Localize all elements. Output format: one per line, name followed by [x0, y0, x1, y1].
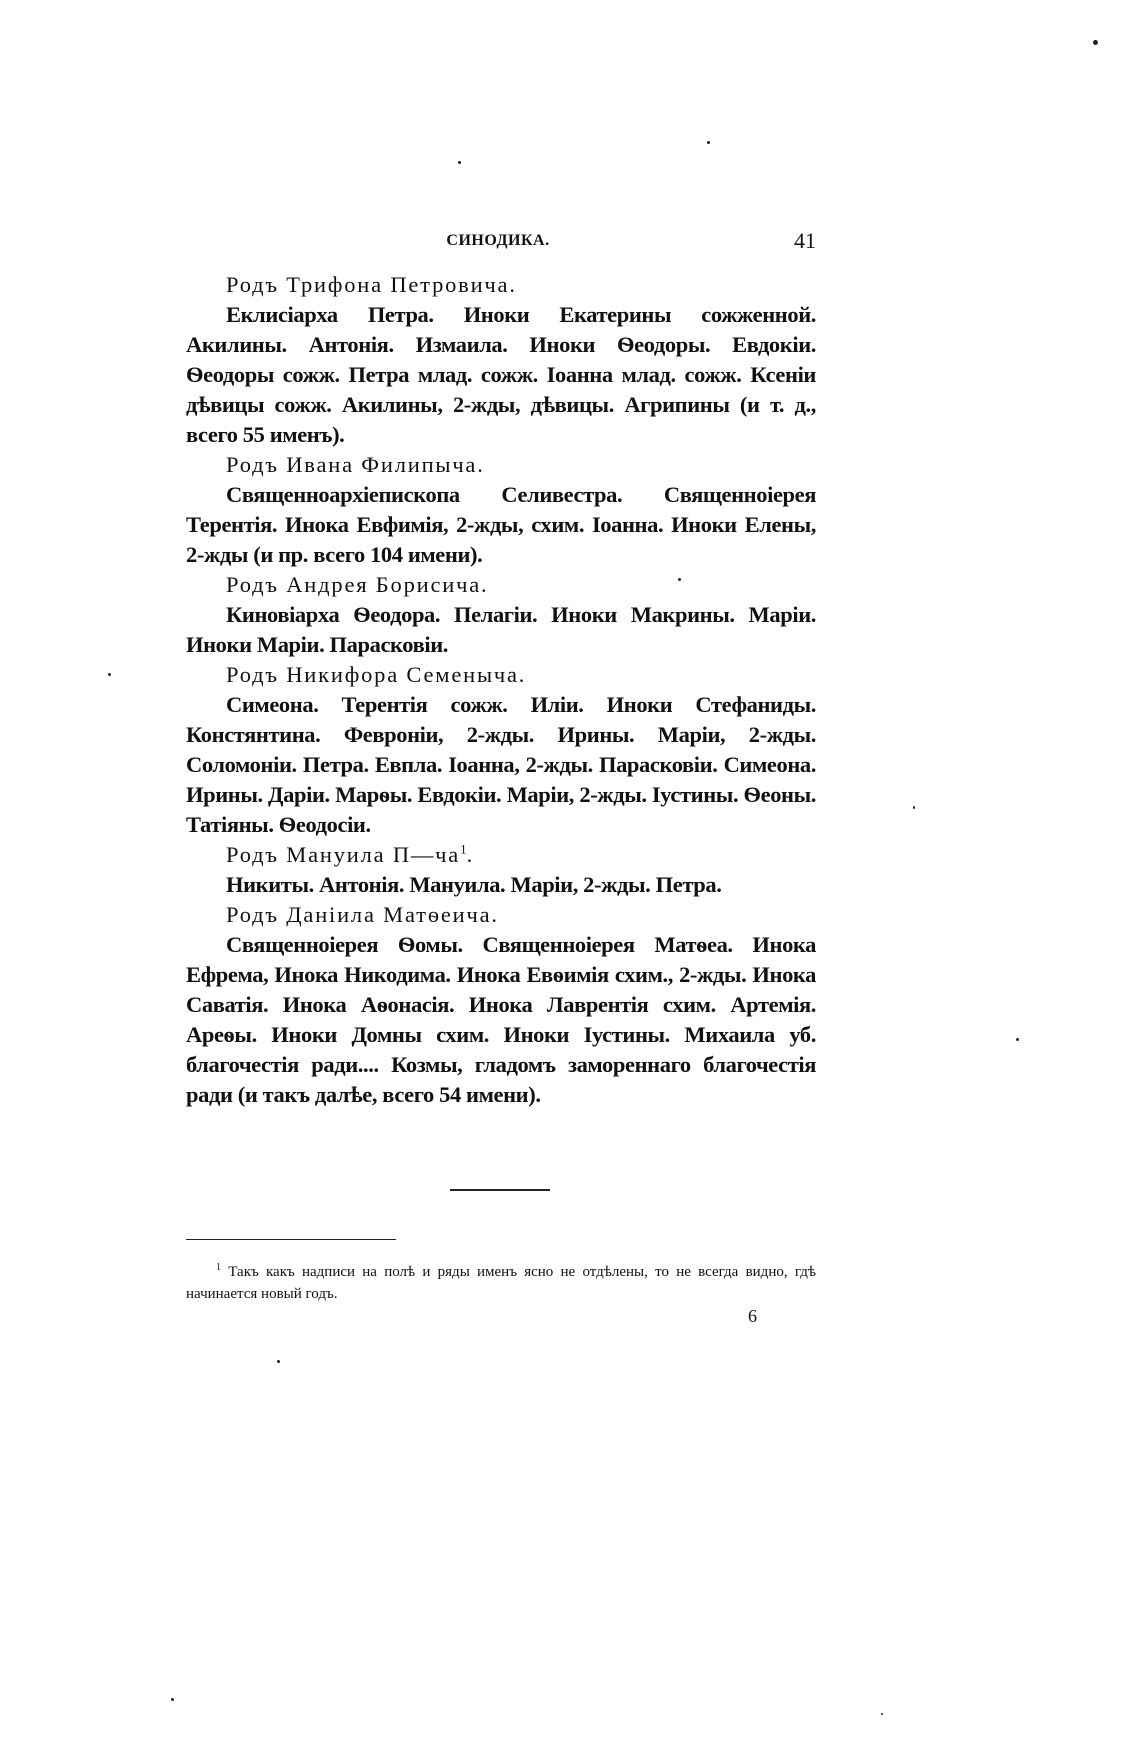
page-number: 41 [794, 228, 816, 253]
scan-speck [707, 141, 710, 144]
family-heading: Родъ Андрея Борисича. [226, 572, 489, 597]
scan-speck [277, 1360, 280, 1363]
scan-speck [108, 673, 111, 676]
scan-speck [913, 806, 915, 809]
scan-speck [1016, 1038, 1019, 1041]
footnote-mark: 1 [216, 1262, 221, 1273]
names-entry: Еклисіарха Петра. Иноки Екатерины сожженной. Акилины. Антонія. Измаила. Иноки Ѳеодоры. Евдокіи. Ѳеодоры сожж. Петра млад. сожж. Іоанна млад. сожж. Ксеніи дѣвицы сожж. Акилины, 2-жды, дѣвицы. Агрипины (и т. д., всего 55 именъ). [186, 302, 816, 447]
synodikon-text [186, 270, 816, 1110]
signature-mark: 6 [748, 1306, 757, 1326]
family-heading: Родъ Никифора Семеныча. [226, 662, 527, 687]
footnote-rule [186, 1239, 396, 1240]
footnote-text: Такъ какъ надписи на полѣ и ряды именъ ясно не отдѣлены, то не всегда видно, гдѣ начинается новый годъ. [186, 1264, 817, 1302]
scan-speck [458, 161, 461, 164]
scan-speck [678, 578, 681, 581]
family-heading: Родъ Мануила П—ча$^1$. [226, 841, 475, 867]
names-entry: Никиты. Антонія. Мануила. Маріи, 2-жды. Петра. [226, 872, 722, 897]
running-head [180, 228, 816, 258]
scan-speck [1093, 40, 1098, 45]
family-heading: Родъ Ивана Филипыча. [226, 452, 485, 477]
running-title: СИНОДИКА. [446, 232, 550, 249]
family-heading: Родъ Даніила Матѳеича. [226, 902, 499, 927]
footnote-reference[interactable]: 1 [460, 841, 467, 857]
names-entry: Священноархіепископа Селивестра. Священноіерея Терентія. Инока Евфимія, 2-жды, схим. Іоанна. Иноки Елены, 2-жды (и пр. всего 104 имени). [186, 482, 816, 567]
names-entry: Киновіарха Ѳеодора. Пелагіи. Иноки Макрины. Маріи. Иноки Маріи. Парасковіи. [186, 602, 816, 657]
names-entry: Священноіерея Ѳомы. Священноіерея Матѳеа. Инока Ефрема, Инока Никодима. Инока Евѳимія схим., 2-жды. Инока Саватія. Инока Аѳонасія. Инока Лаврентія схим. Артемія. Ареѳы. Иноки Домны схим. Иноки Іустины. Михаила уб. благочестія ради.... Козмы, гладомъ замореннаго благочестія ради (и такъ далѣе, всего 54 имени). [186, 932, 816, 1107]
scan-speck [171, 1698, 174, 1701]
footnote [186, 1261, 816, 1305]
names-entry: Симеона. Терентія сожж. Иліи. Иноки Стефаниды. Констянтина. Февроніи, 2-жды. Ирины. Маріи, 2-жды. Соломоніи. Петра. Евпла. Іоанна, 2-жды. Парасковіи. Симеона. Ирины. Даріи. Марѳы. Евдокіи. Маріи, 2-жды. Іустины. Ѳеоны. Татіяны. Ѳеодосіи. [186, 692, 816, 837]
family-heading: Родъ Трифона Петровича. [226, 272, 517, 297]
section-end-rule [450, 1189, 550, 1191]
scan-speck [881, 1713, 883, 1715]
